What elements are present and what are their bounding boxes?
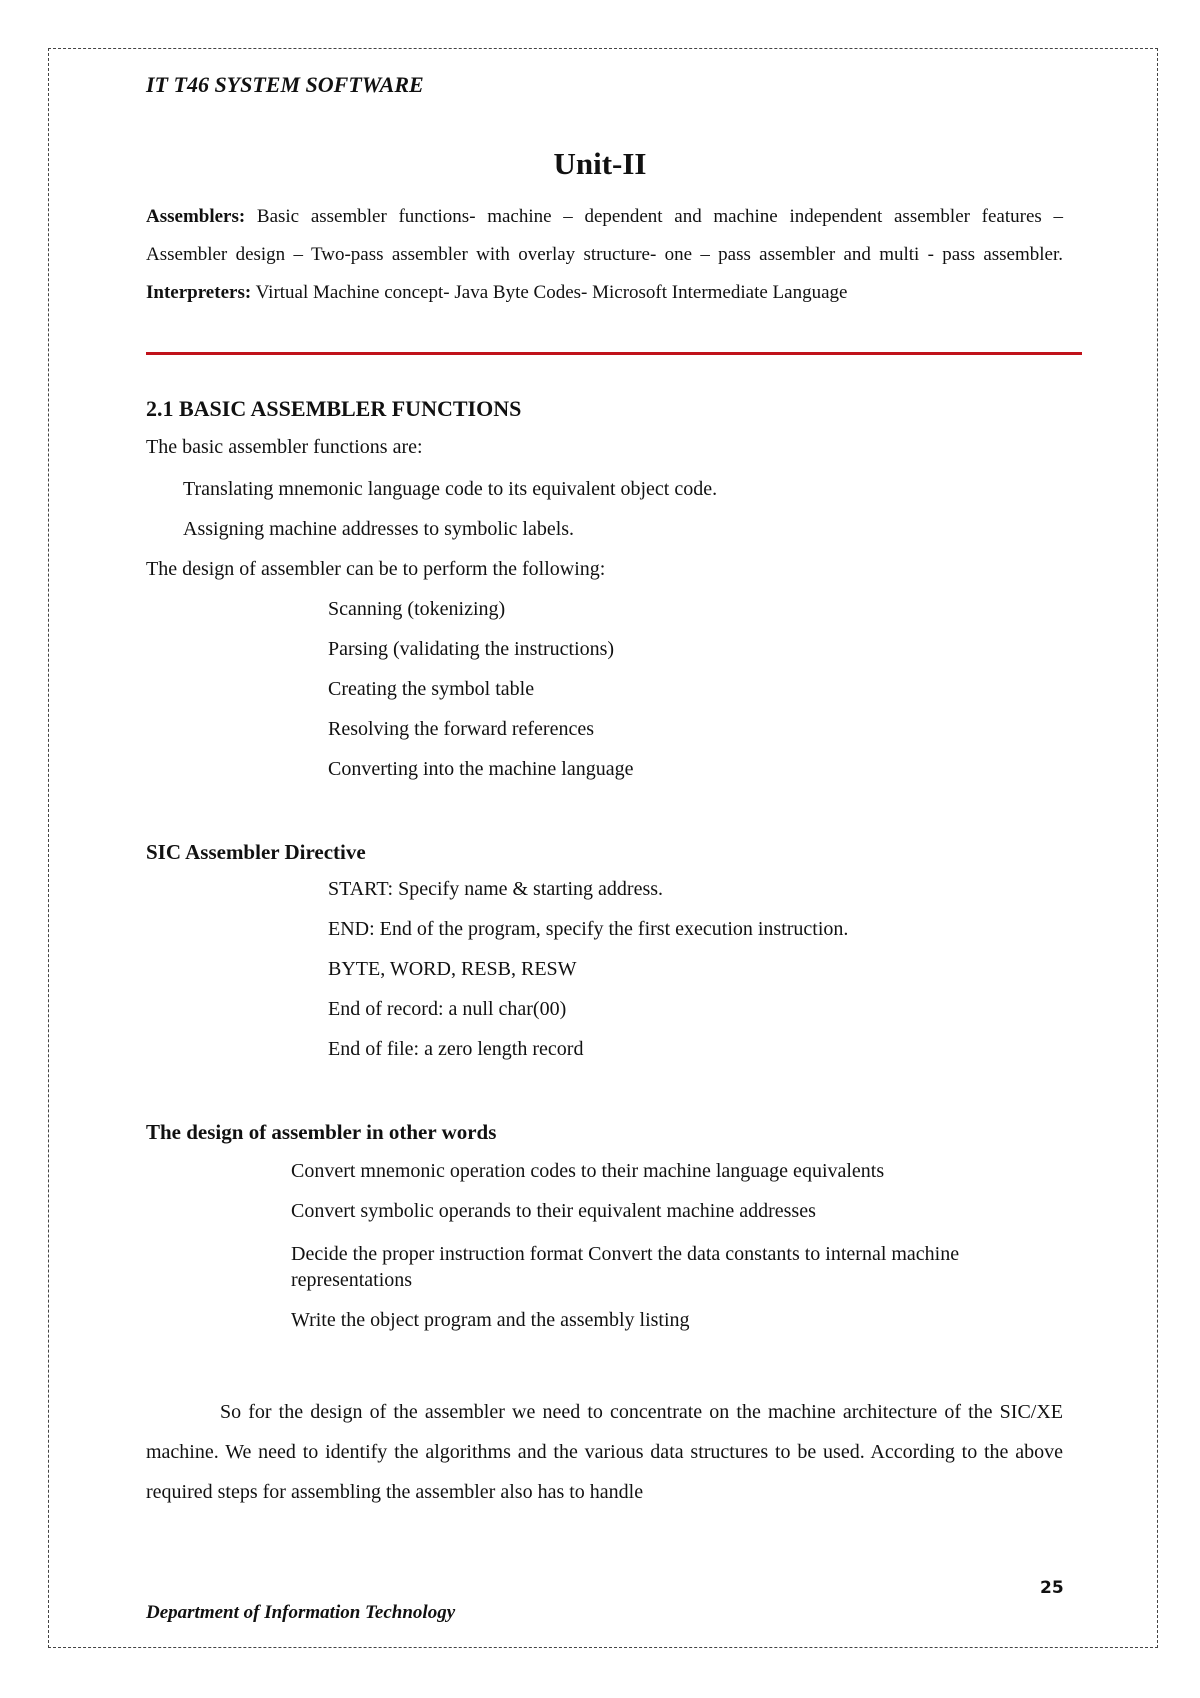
assemblers-label: Assemblers: (146, 206, 246, 227)
interpreters-label: Interpreters: (146, 282, 252, 303)
design-intro: The design of assembler can be to perform the following: (146, 558, 606, 580)
other-words-item: Write the object program and the assembly listing (291, 1309, 690, 1331)
page-number: 25 (1040, 1578, 1064, 1598)
design-step: Parsing (validating the instructions) (328, 638, 615, 660)
assemblers-text: Basic assembler functions- machine – dependent and machine independent assembler features – Assembler design – Two-pass assembler with overlay structure- one – pass assembler and multi - pass assembler. (146, 206, 1063, 265)
interpreters-text: Virtual Machine concept- Java Byte Codes- Microsoft Intermediate Language (251, 282, 848, 303)
other-words-heading: The design of assembler in other words (146, 1120, 497, 1144)
section-divider (146, 352, 1082, 355)
directive-item: End of record: a null char(00) (328, 998, 567, 1020)
syllabus-paragraph (146, 198, 1063, 312)
directive-heading: SIC Assembler Directive (146, 840, 366, 864)
page-footer: Department of Information Technology (146, 1602, 456, 1623)
design-step: Creating the symbol table (328, 678, 535, 700)
design-step: Converting into the machine language (328, 758, 634, 780)
directive-item: END: End of the program, specify the first execution instruction. (328, 918, 849, 940)
directive-item: End of file: a zero length record (328, 1038, 584, 1060)
directive-item: BYTE, WORD, RESB, RESW (328, 958, 577, 980)
function-item: Translating mnemonic language code to its equivalent object code. (183, 478, 718, 500)
intro-line: The basic assembler functions are: (146, 436, 423, 458)
design-step: Resolving the forward references (328, 718, 594, 740)
unit-title: Unit-II (553, 146, 647, 181)
closing-paragraph: So for the design of the assembler we need to concentrate on the machine architecture of the SIC/XE machine. We need to identify the algorithms and the various data structures to be used. According to the above required steps for assembling the assembler also has to handle (146, 1401, 1063, 1503)
other-words-item: Convert mnemonic operation codes to their machine language equivalents (291, 1160, 885, 1182)
section-heading: 2.1 BASIC ASSEMBLER FUNCTIONS (146, 396, 522, 421)
other-words-item: Decide the proper instruction format Convert the data constants to internal machine representations (291, 1243, 960, 1291)
directive-item: START: Specify name & starting address. (328, 878, 664, 900)
function-item: Assigning machine addresses to symbolic labels. (183, 518, 575, 540)
page-header: IT T46 SYSTEM SOFTWARE (146, 72, 424, 97)
other-words-item: Convert symbolic operands to their equivalent machine addresses (291, 1200, 816, 1222)
design-step: Scanning (tokenizing) (328, 598, 506, 620)
